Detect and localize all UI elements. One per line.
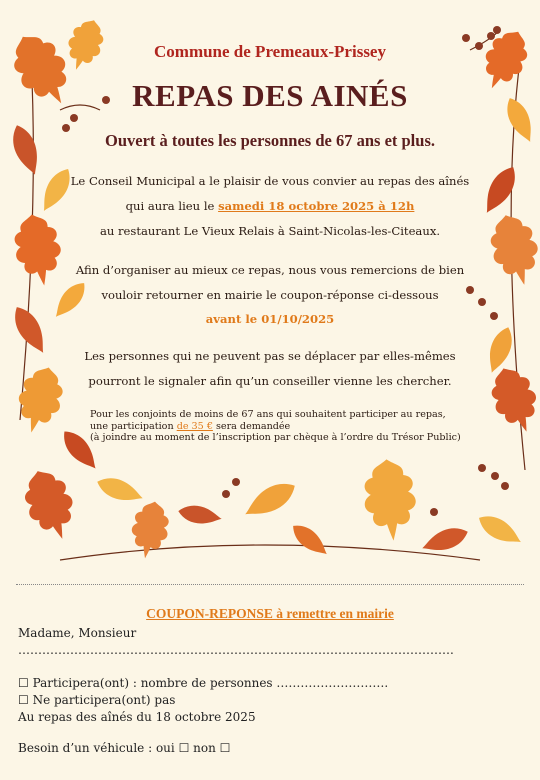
reply-line-2: vouloir retourner en mairie le coupon-réponse ci-dessous [101, 288, 439, 302]
transport-line-2: pourront le signaler afin qu’un conseiller vienne les chercher. [88, 374, 452, 388]
reply-deadline: avant le 01/10/2025 [205, 312, 335, 326]
subtitle: Ouvert à toutes les personnes de 67 ans et plus. [104, 131, 435, 150]
coupon-event: Au repas des aînés du 18 octobre 2025 [18, 710, 256, 724]
coupon-title: COUPON-REPONSE à remettre en mairie [146, 606, 394, 621]
reply-line-1: Afin d’organiser au mieux ce repas, nous vous remercions de bien [75, 263, 465, 277]
transport-line-1: Les personnes qui ne peuvent pas se déplacer par elles-mêmes [84, 349, 456, 363]
intro-line-1: Le Conseil Municipal a le plaisir de vous convier au repas des aînés [70, 174, 470, 188]
intro-line-2 [0, 199, 540, 213]
intro-line-2-text: qui aura lieu le [125, 199, 219, 213]
spouse-notice [90, 409, 530, 444]
page-title: REPAS DES AINÉS [132, 78, 408, 113]
cut-line [16, 584, 524, 585]
coupon-salutation: Madame, Monsieur [18, 626, 137, 640]
spouse-line-2 [90, 421, 530, 433]
option-participate[interactable]: ☐ Participera(ont) : nombre de personnes ………………………. [18, 676, 389, 690]
vehicle-need[interactable]: Besoin d’un véhicule : oui ☐ non ☐ [18, 741, 231, 755]
spouse-line-1: Pour les conjoints de moins de 67 ans qui souhaitent participer au repas, [90, 409, 446, 420]
intro-line-3: au restaurant Le Vieux Relais à Saint-Nicolas-les-Citeaux. [99, 224, 441, 238]
spouse-price: de 35 € [176, 420, 213, 432]
spouse-line-2-pre: une participation [90, 420, 177, 432]
commune-name: Commune de Premeaux-Prissey [154, 42, 386, 61]
event-date: samedi 18 octobre 2025 à 12h [218, 199, 415, 213]
spouse-line-2-post: sera demandée [212, 420, 291, 432]
spouse-line-3: (à joindre au moment de l’inscription par chèque à l’ordre du Trésor Public) [90, 432, 461, 443]
name-dotted-line[interactable]: ………………………………………………………………………………………………. [18, 643, 454, 657]
option-not-participate[interactable]: ☐ Ne participera(ont) pas [18, 693, 176, 707]
